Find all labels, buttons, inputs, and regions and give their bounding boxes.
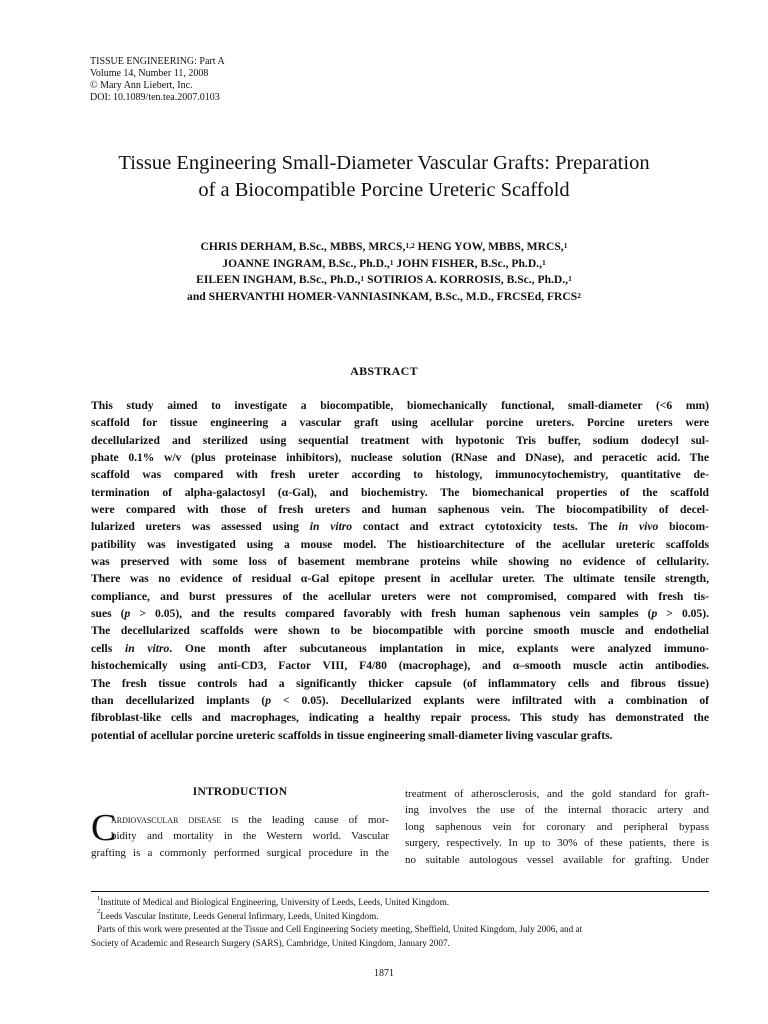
affiliation-marker: 1 (568, 274, 572, 283)
footnote-text: Leeds Vascular Institute, Leeds General Infirmary, Leeds, United Kingdom. (100, 910, 379, 921)
abstract-line: scaffold was compared with fresh ureter according to histology, immunocytochemistry, quantitative de- (91, 468, 709, 482)
intro-line: treatment of atherosclerosis, and the gold standard for graft- (405, 788, 709, 800)
drop-cap: C (91, 807, 117, 849)
intro-smallcaps: ardiovascular disease is (111, 814, 239, 826)
abstract-italic: p (124, 607, 131, 621)
intro-line: ing involves the use of the internal thoracic artery and (405, 804, 709, 817)
footnotes (91, 896, 709, 950)
abstract-italic: in vitro (124, 641, 170, 655)
abstract-line (91, 640, 709, 657)
author-ingram: JOANNE INGRAM, B.Sc., Ph.D., (222, 256, 390, 270)
footnote-marker: 2 (97, 908, 101, 916)
affiliation-marker: 1 (389, 257, 394, 267)
abstract-line: fibroblast-like cells and macrophages, indicating a healthy repair process. This study has demonstrated the (91, 711, 709, 725)
intro-line: surgery, respectively. In up to 30% of these patients, there is (405, 837, 709, 850)
author-line-4 (60, 289, 708, 306)
abstract-line (91, 605, 709, 622)
author-line-3 (60, 272, 708, 289)
title-line-1: Tissue Engineering Small-Diameter Vascular Grafts: Preparation (118, 152, 650, 174)
title-line-2: of a Biocompatible Porcine Ureteric Scaffold (198, 179, 570, 201)
journal-meta (90, 56, 225, 104)
abstract-line (91, 692, 709, 709)
page-number: 1871 (374, 968, 394, 979)
abstract-text: < 0.05). Decellularized explants were infiltrated with a combination of (271, 693, 709, 707)
abstract-text: lularized ureters was assessed using (91, 520, 310, 534)
introduction-text (91, 807, 389, 861)
affiliation-marker: 1,2 (405, 241, 415, 250)
author-fisher: JOHN FISHER, B.Sc., Ph.D., (393, 256, 542, 270)
abstract-italic: p (651, 607, 658, 621)
abstract-line: scaffold for tissue engineering a vascular graft using acellular porcine ureters. Porcine ureters were (91, 416, 709, 430)
affiliation-marker: 1 (563, 241, 568, 250)
journal-doi: DOI: 10.1089/ten.tea.2007.0103 (90, 92, 220, 103)
abstract-line: were compared with those of fresh ureters and human saphenous vein. The biocompatibility of decel- (91, 503, 709, 517)
abstract-line (91, 518, 709, 535)
abstract-line: compliance, and burst pressures of the acellular ureters were not compromised, compared with fresh tis- (91, 589, 709, 603)
abstract-line: The decellularized scaffolds were shown to be biocompatible with porcine smooth muscle and endothelial (91, 624, 709, 638)
abstract-text: sues ( (91, 607, 125, 621)
abstract-line: termination of alpha-galactosyl (α-Gal), and biochemistry. The biomechanical properties of the scaffold (91, 485, 709, 499)
footnote-text: Institute of Medical and Biological Engineering, University of Leeds, Leeds, United Kingdom. (100, 897, 450, 907)
journal-copyright: © Mary Ann Liebert, Inc. (90, 80, 193, 91)
journal-volume: Volume 14, Number 11, 2008 (90, 68, 209, 79)
footnote-affiliation-1 (91, 896, 709, 910)
abstract-italic: in vivo (618, 520, 659, 534)
paper-title (60, 150, 708, 204)
footnote-affiliation-2 (91, 910, 709, 924)
abstract-line: potential of acellular porcine ureteric scaffolds in tissue engineering small-diameter living vascular grafts. (91, 728, 613, 742)
abstract-line: patibility was investigated using a mouse model. The histioarchitecture of the acellular ureteric scaffolds (91, 537, 709, 551)
affiliation-marker: 1 (360, 274, 365, 283)
author-homer-vanniasinkam: and SHERVANTHI HOMER-VANNIASINKAM, B.Sc., M.D., FRCSEd, FRCS (187, 289, 578, 303)
abstract-line: There was no evidence of residual α-Gal epitope present in acellular ureter. The ultimate tensile strength, (91, 572, 709, 586)
right-column (405, 786, 709, 868)
abstract-text: than decellularized implants ( (91, 693, 266, 707)
author-derham: CHRIS DERHAM, B.Sc., MBBS, MRCS, (200, 240, 406, 253)
abstract-text: > 0.05), and the results compared favorably with fresh human saphenous vein samples ( (130, 607, 652, 621)
intro-line: no suitable autologous vessel available for grafting. Under (405, 853, 709, 866)
author-ingham: EILEEN INGHAM, B.Sc., Ph.D., (196, 273, 361, 286)
affiliation-marker: 2 (577, 290, 581, 300)
abstract-line: This study aimed to investigate a biocompatible, biomechanically functional, small-diameter (<6 mm) (91, 399, 709, 412)
abstract-text: . One month after subcutaneous implantation in mice, explants were analyzed immuno- (169, 641, 709, 655)
abstract-line: decellularized and sterilized using sequential treatment with hypotonic Tris buffer, sodium dodecyl sul- (91, 433, 709, 447)
author-line-2 (60, 256, 708, 273)
author-yow: HENG YOW, MBBS, MRCS, (414, 240, 564, 253)
intro-line: long saphenous vein for coronary and peripheral bypass (405, 820, 709, 833)
intro-text-run: the leading cause of mor- (238, 814, 389, 826)
abstract-heading: ABSTRACT (350, 364, 418, 378)
abstract-line: phate 0.1% w/v (plus proteinase inhibitors), nuclease solution (RNase and DNase), and peracetic acid. The (91, 451, 709, 465)
footnote-presentation: Parts of this work were presented at the Tissue and Cell Engineering Society meeting, Sheffield, United Kingdom, July 2006, and at (97, 924, 583, 934)
abstract-text: > 0.05). (657, 607, 709, 621)
author-korrosis: SOTIRIOS A. KORROSIS, B.Sc., Ph.D., (364, 273, 569, 286)
footnote-presentation-cont: Society of Academic and Research Surgery (SARS), Cambridge, United Kingdom, January 2007. (91, 937, 450, 948)
intro-line: bidity and mortality in the Western world. Vascular (111, 830, 389, 843)
footnote-divider (91, 891, 709, 892)
abstract-text: contact and extract cytotoxicity tests. The (352, 520, 619, 534)
intro-line (91, 812, 389, 828)
abstract-text: cells (91, 641, 125, 655)
abstract-line: was preserved with some loss of basement membrane proteins while showing no evidence of cellularity. (91, 555, 709, 569)
footnote-marker: 1 (97, 894, 101, 902)
introduction-heading: INTRODUCTION (192, 786, 288, 798)
intro-line: grafting is a commonly performed surgical procedure in the (91, 846, 389, 859)
left-column (91, 786, 389, 861)
abstract-text: biocom- (658, 520, 710, 534)
author-list (60, 239, 708, 305)
abstract-line: The fresh tissue controls had a significantly thicker capsule (of inflammatory cells and fibrous tissue) (91, 676, 709, 690)
abstract-italic: in vitro (309, 520, 353, 534)
affiliation-marker: 1 (541, 257, 546, 267)
abstract-line: histochemically using anti-CD3, Factor VIII, F4/80 (macrophage), and α–smooth muscle actin antibodies. (91, 659, 709, 673)
abstract-body (91, 397, 709, 744)
abstract-italic: p (265, 693, 272, 707)
author-line-1 (60, 239, 708, 256)
journal-name: TISSUE ENGINEERING: Part A (90, 56, 225, 67)
